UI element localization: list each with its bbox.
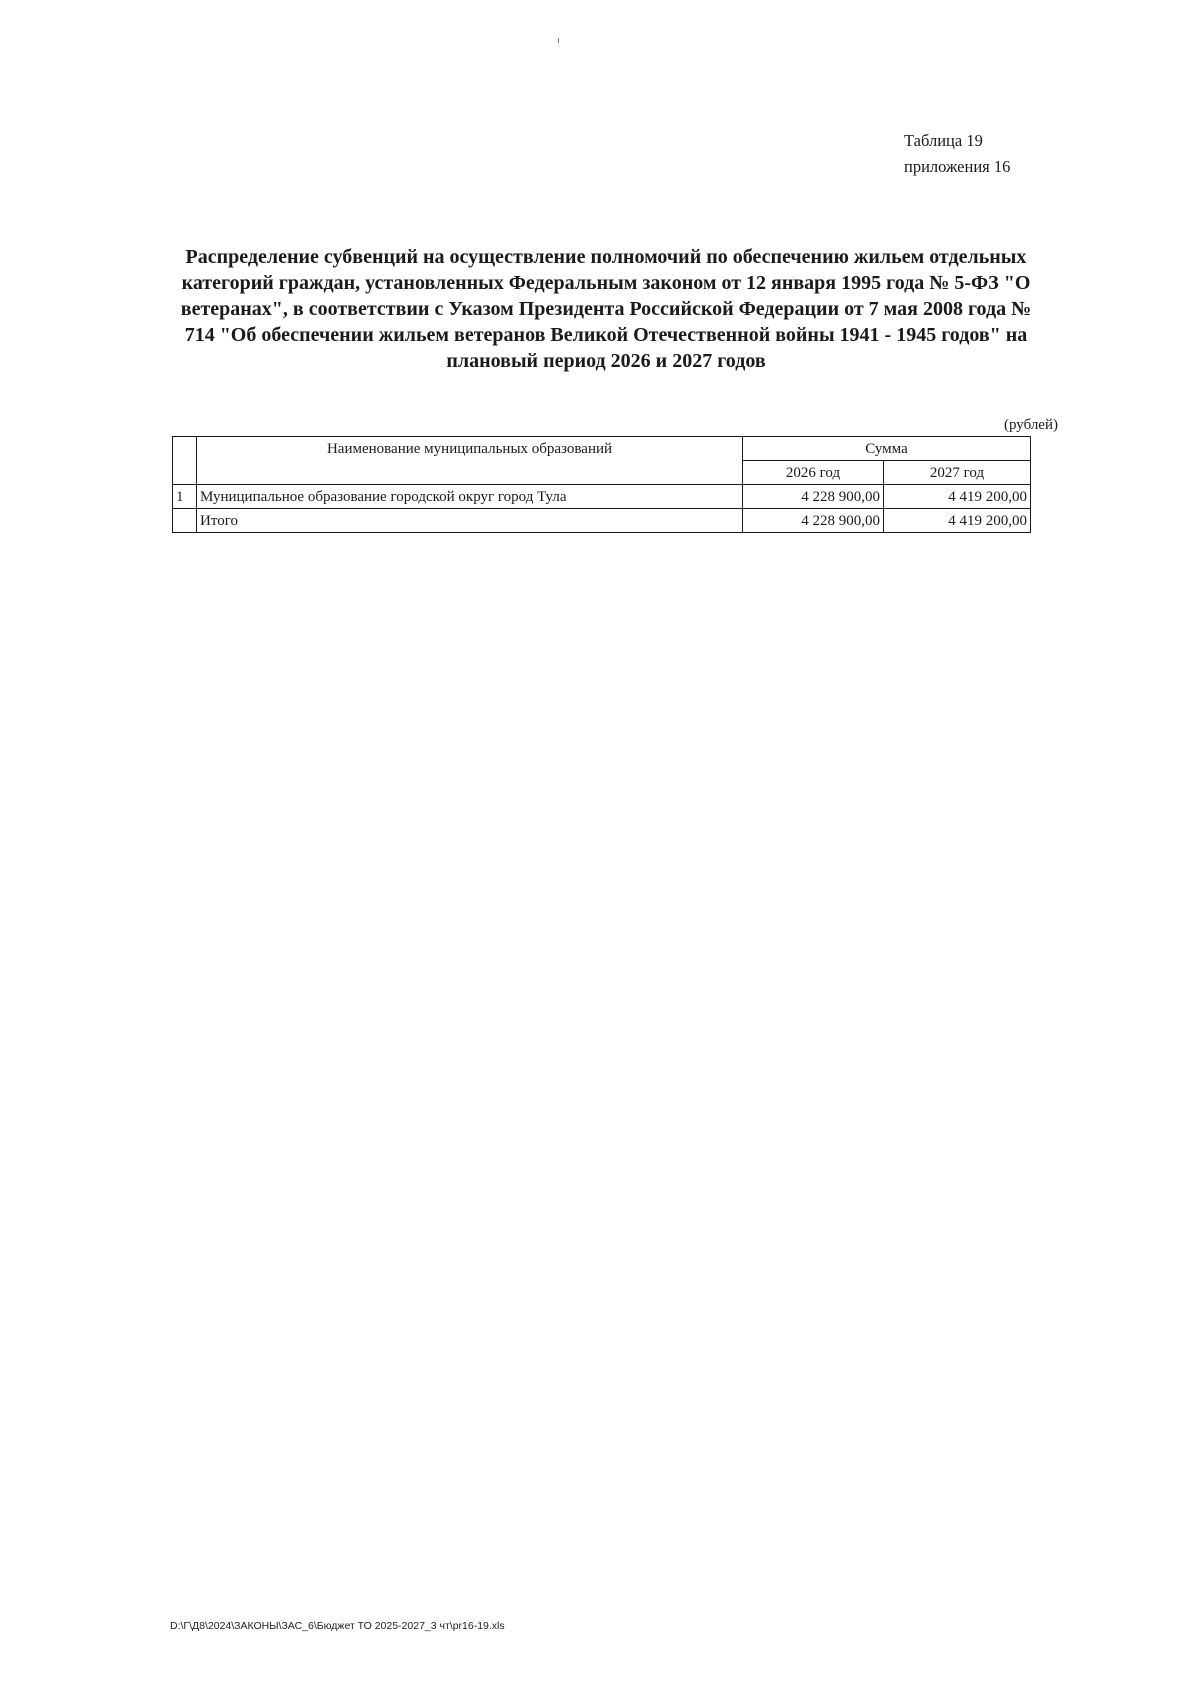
table-number-label: Таблица 19 xyxy=(904,131,983,150)
total-value-2027: 4 419 200,00 xyxy=(884,509,1031,533)
title-line: ветеранах", в соответствии с Указом Президента Российской Федерации от 7 мая 2008 года № xyxy=(180,298,1032,320)
table-reference xyxy=(904,128,1010,180)
table-row xyxy=(173,485,1031,509)
header-name-cell: Наименование муниципальных образований xyxy=(197,437,743,485)
title-line: плановый период 2026 и 2027 годов xyxy=(446,350,766,372)
total-row xyxy=(173,509,1031,533)
header-year-2026: 2026 год xyxy=(743,461,884,485)
header-num-cell xyxy=(173,437,197,485)
row-value-2026: 4 228 900,00 xyxy=(743,485,884,509)
units-label: (рублей) xyxy=(1003,417,1058,433)
row-number: 1 xyxy=(173,485,197,509)
title-line: Распределение субвенций на осуществление полномочий по обеспечению жильем отдельных xyxy=(185,246,1027,268)
scan-mark xyxy=(558,38,559,43)
distribution-table xyxy=(172,436,1031,533)
total-number xyxy=(173,509,197,533)
title-line: категорий граждан, установленных Федеральным законом от 12 января 1995 года № 5-ФЗ "О xyxy=(181,272,1031,294)
title-line: 714 "Об обеспечении жильем ветеранов Великой Отечественной войны 1941 - 1945 годов" на xyxy=(184,324,1028,346)
header-row xyxy=(173,437,1031,461)
row-name: Муниципальное образование городской округ город Тула xyxy=(197,485,743,509)
row-value-2027: 4 419 200,00 xyxy=(884,485,1031,509)
document-title xyxy=(170,244,1042,374)
header-sum-cell: Сумма xyxy=(743,437,1031,461)
header-year-2027: 2027 год xyxy=(884,461,1031,485)
appendix-label: приложения 16 xyxy=(904,157,1011,176)
footer-file-path: D:\Г\Д8\2024\ЗАКОНЫ\ЗАС_6\Бюджет ТО 2025-2027_3 чт\pr16-19.xls xyxy=(170,1620,505,1632)
total-value-2026: 4 228 900,00 xyxy=(743,509,884,533)
total-name: Итого xyxy=(197,509,743,533)
